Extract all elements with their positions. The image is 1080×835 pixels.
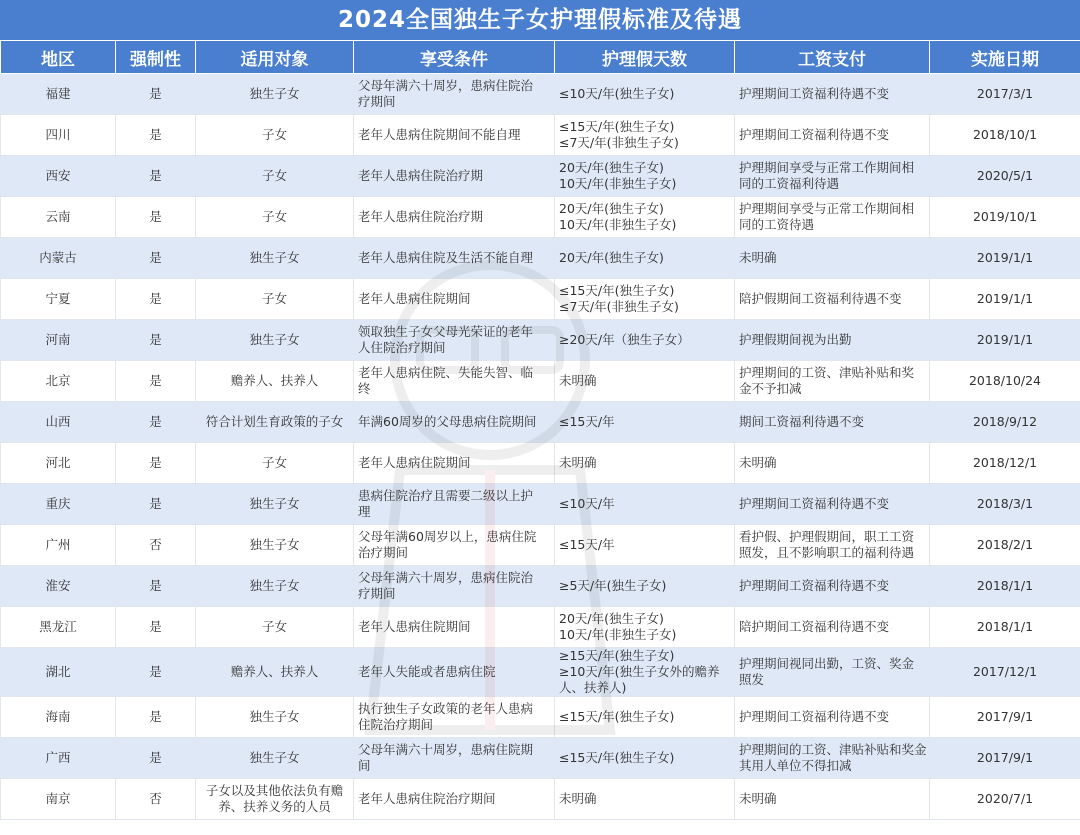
- cell-target: [196, 361, 354, 402]
- cell-pay: [735, 738, 930, 779]
- cell-condition: [354, 779, 555, 820]
- cell-condition-line: 父母年满60周岁以上，患病住院: [358, 529, 537, 544]
- header-condition: 享受条件: [354, 41, 555, 74]
- cell-pay-line: 护理期间工资福利待遇不变: [739, 86, 890, 101]
- cell-pay: [735, 361, 930, 402]
- cell-condition: [354, 738, 555, 779]
- cell-pay: [735, 607, 930, 648]
- cell-condition-line: 患病住院治疗且需要二级以上护: [358, 488, 534, 503]
- table-row: [1, 779, 1080, 820]
- cell-days-line: ≥15天/年(独生子女): [559, 648, 675, 663]
- cell-target-line: 子女: [261, 127, 287, 142]
- cell-condition-line: 人住院治疗期间: [358, 340, 446, 355]
- cell-days-line: ≥10天/年(独生子女外的赡养: [559, 664, 720, 679]
- table-row: [1, 74, 1080, 115]
- cell-pay-line: 护理期间享受与正常工作期间相: [739, 201, 915, 216]
- cell-pay: [735, 74, 930, 115]
- cell-target-line: 独生子女: [249, 537, 300, 552]
- cell-pay-line: 护理期间工资福利待遇不变: [739, 709, 890, 724]
- cell-days-line: 20天/年(独生子女): [559, 201, 664, 216]
- cell-days-line: 10天/年(非独生子女): [559, 627, 677, 642]
- cell-target: [196, 279, 354, 320]
- cell-target-line: 独生子女: [249, 332, 300, 347]
- cell-date: 2017/9/1: [930, 697, 1080, 738]
- cell-days: [555, 402, 735, 443]
- cell-region: 南京: [1, 779, 116, 820]
- cell-target-line: 赡养人、扶养人: [230, 373, 319, 388]
- cell-pay-line: 护理期间工资福利待遇不变: [739, 127, 890, 142]
- cell-date: 2018/9/12: [930, 402, 1080, 443]
- cell-region: 北京: [1, 361, 116, 402]
- cell-target-line: 子女: [261, 168, 287, 183]
- table-row: [1, 197, 1080, 238]
- cell-days-line: 20天/年(独生子女): [559, 250, 664, 265]
- cell-condition-line: 老年人患病住院期间: [358, 455, 471, 470]
- cell-condition-line: 理: [358, 504, 371, 519]
- cell-region: 湖北: [1, 648, 116, 697]
- cell-target-line: 独生子女: [249, 709, 300, 724]
- cell-condition: [354, 525, 555, 566]
- cell-days-line: 20天/年(独生子女): [559, 611, 664, 626]
- cell-condition-line: 父母年满六十周岁，患病住院治: [358, 570, 534, 585]
- cell-condition-line: 老年人患病住院治疗期间: [358, 791, 496, 806]
- cell-pay-line: 护理期间工资福利待遇不变: [739, 496, 890, 511]
- cell-pay: [735, 156, 930, 197]
- cell-pay-line: 未明确: [739, 250, 777, 265]
- cell-target: [196, 697, 354, 738]
- cell-date: 2019/1/1: [930, 320, 1080, 361]
- cell-region: 福建: [1, 74, 116, 115]
- cell-days: [555, 738, 735, 779]
- table-row: [1, 320, 1080, 361]
- cell-region: 广西: [1, 738, 116, 779]
- cell-days-line: ≤15天/年(独生子女): [559, 709, 675, 724]
- cell-region: 淮安: [1, 566, 116, 607]
- table-row: [1, 279, 1080, 320]
- header-row: [1, 41, 1080, 74]
- cell-pay-line: 护理期间工资福利待遇不变: [739, 578, 890, 593]
- cell-pay-line: 期间工资福利待遇不变: [739, 414, 865, 429]
- cell-pay-line: 同的工资待遇: [739, 217, 815, 232]
- cell-region: 四川: [1, 115, 116, 156]
- cell-target: [196, 779, 354, 820]
- cell-pay-line: 照发: [739, 672, 765, 687]
- cell-condition: [354, 402, 555, 443]
- cell-region: 内蒙古: [1, 238, 116, 279]
- cell-condition: [354, 607, 555, 648]
- cell-region: 山西: [1, 402, 116, 443]
- cell-pay: [735, 279, 930, 320]
- table-row: [1, 525, 1080, 566]
- cell-days: [555, 779, 735, 820]
- header-region: 地区: [1, 41, 116, 74]
- cell-days-line: 人、扶养人): [559, 680, 627, 695]
- cell-date: 2018/1/1: [930, 566, 1080, 607]
- table-row: [1, 115, 1080, 156]
- cell-days: [555, 320, 735, 361]
- cell-condition: [354, 156, 555, 197]
- table-body: [1, 74, 1080, 820]
- cell-pay-line: 护理期间享受与正常工作期间相: [739, 160, 915, 175]
- cell-pay: [735, 566, 930, 607]
- policy-table: [0, 40, 1080, 820]
- cell-condition: [354, 279, 555, 320]
- cell-date: 2018/1/1: [930, 607, 1080, 648]
- cell-target-line: 子女: [261, 291, 287, 306]
- cell-days-line: ≤10天/年(独生子女): [559, 86, 675, 101]
- cell-condition: [354, 697, 555, 738]
- header-date: 实施日期: [930, 41, 1080, 74]
- cell-condition: [354, 566, 555, 607]
- cell-target-line: 子女以及其他依法负有赡: [205, 783, 344, 798]
- cell-target-line: 子女: [261, 455, 287, 470]
- cell-mandatory: 是: [116, 238, 196, 279]
- cell-days: [555, 566, 735, 607]
- cell-target-line: 独生子女: [249, 250, 300, 265]
- cell-days-line: ≤15天/年(独生子女): [559, 750, 675, 765]
- cell-days-line: ≤7天/年(非独生子女): [559, 299, 679, 314]
- cell-pay-line: 未明确: [739, 455, 777, 470]
- cell-condition: [354, 443, 555, 484]
- cell-target: [196, 566, 354, 607]
- cell-condition: [354, 484, 555, 525]
- cell-pay: [735, 648, 930, 697]
- cell-condition: [354, 361, 555, 402]
- cell-target: [196, 156, 354, 197]
- cell-days: [555, 607, 735, 648]
- cell-mandatory: 是: [116, 156, 196, 197]
- cell-days: [555, 697, 735, 738]
- cell-condition-line: 老年人患病住院治疗期: [358, 168, 484, 183]
- cell-condition-line: 执行独生子女政策的老年人患病: [358, 701, 534, 716]
- cell-target: [196, 607, 354, 648]
- cell-target: [196, 197, 354, 238]
- cell-pay: [735, 484, 930, 525]
- cell-date: 2017/3/1: [930, 74, 1080, 115]
- cell-days-line: ≤15天/年: [559, 537, 615, 552]
- cell-days-line: 未明确: [559, 455, 597, 470]
- cell-region: 云南: [1, 197, 116, 238]
- cell-date: 2019/1/1: [930, 238, 1080, 279]
- cell-days-line: 未明确: [559, 791, 597, 806]
- cell-pay-line: 陪护假期间工资福利待遇不变: [739, 291, 902, 306]
- table-title: 2024全国独生子女护理假标准及待遇: [0, 0, 1080, 40]
- cell-target-line: 独生子女: [249, 496, 300, 511]
- cell-target: [196, 402, 354, 443]
- cell-date: 2020/7/1: [930, 779, 1080, 820]
- cell-condition: [354, 197, 555, 238]
- cell-pay-line: 护理期间的工资、津贴补贴和奖: [739, 365, 915, 380]
- cell-date: 2019/10/1: [930, 197, 1080, 238]
- cell-days-line: 10天/年(非独生子女): [559, 217, 677, 232]
- cell-mandatory: 是: [116, 443, 196, 484]
- table-row: [1, 238, 1080, 279]
- cell-pay-line: 护理期间视同出勤，工资、奖金: [739, 656, 915, 671]
- cell-condition-line: 老年人患病住院、失能失智、临: [358, 365, 534, 380]
- cell-mandatory: 是: [116, 197, 196, 238]
- cell-pay-line: 同的工资福利待遇: [739, 176, 840, 191]
- cell-mandatory: 是: [116, 402, 196, 443]
- cell-condition: [354, 320, 555, 361]
- cell-mandatory: 是: [116, 115, 196, 156]
- cell-mandatory: 是: [116, 607, 196, 648]
- cell-condition: [354, 648, 555, 697]
- table-row: [1, 566, 1080, 607]
- cell-days-line: 未明确: [559, 373, 597, 388]
- cell-target-line: 独生子女: [249, 750, 300, 765]
- cell-pay: [735, 238, 930, 279]
- cell-mandatory: 是: [116, 697, 196, 738]
- cell-pay: [735, 697, 930, 738]
- cell-days: [555, 443, 735, 484]
- cell-days: [555, 156, 735, 197]
- cell-pay: [735, 115, 930, 156]
- header-target: 适用对象: [196, 41, 354, 74]
- cell-days: [555, 74, 735, 115]
- cell-days-line: ≤15天/年(独生子女): [559, 119, 675, 134]
- table-row: [1, 361, 1080, 402]
- cell-region: 河北: [1, 443, 116, 484]
- cell-pay-line: 看护假、护理假期间，职工工资: [739, 529, 915, 544]
- cell-target: [196, 320, 354, 361]
- cell-condition-line: 父母年满六十周岁，患病住院治: [358, 78, 534, 93]
- table-row: [1, 484, 1080, 525]
- cell-days-line: ≤7天/年(非独生子女): [559, 135, 679, 150]
- cell-mandatory: 是: [116, 279, 196, 320]
- cell-days-line: ≥5天/年(独生子女): [559, 578, 667, 593]
- cell-mandatory: 是: [116, 484, 196, 525]
- cell-pay-line: 其用人单位不得扣减: [739, 758, 852, 773]
- cell-condition-line: 间: [358, 758, 371, 773]
- cell-date: 2018/10/24: [930, 361, 1080, 402]
- cell-target-line: 符合计划生育政策的子女: [205, 414, 344, 429]
- cell-mandatory: 是: [116, 320, 196, 361]
- cell-pay-line: 金不予扣减: [739, 381, 802, 396]
- cell-condition-line: 老年人患病住院治疗期: [358, 209, 484, 224]
- cell-mandatory: 是: [116, 74, 196, 115]
- cell-mandatory: 否: [116, 525, 196, 566]
- cell-condition-line: 年满60周岁的父母患病住院期间: [358, 414, 537, 429]
- cell-pay: [735, 443, 930, 484]
- table-row: [1, 738, 1080, 779]
- header-mandatory: 强制性: [116, 41, 196, 74]
- cell-days: [555, 279, 735, 320]
- table-row: [1, 648, 1080, 697]
- cell-region: 黑龙江: [1, 607, 116, 648]
- cell-date: 2020/5/1: [930, 156, 1080, 197]
- cell-date: 2018/10/1: [930, 115, 1080, 156]
- cell-condition-line: 老年人患病住院期间: [358, 291, 471, 306]
- cell-target-line: 独生子女: [249, 578, 300, 593]
- cell-condition-line: 父母年满六十周岁，患病住院期: [358, 742, 534, 757]
- cell-pay: [735, 320, 930, 361]
- cell-condition-line: 老年人患病住院期间不能自理: [358, 127, 521, 142]
- cell-mandatory: 是: [116, 566, 196, 607]
- cell-days: [555, 361, 735, 402]
- cell-mandatory: 是: [116, 738, 196, 779]
- cell-days-line: ≤15天/年(独生子女): [559, 283, 675, 298]
- cell-pay: [735, 525, 930, 566]
- cell-condition-line: 领取独生子女父母光荣证的老年: [358, 324, 534, 339]
- cell-target-line: 子女: [261, 619, 287, 634]
- cell-pay-line: 未明确: [739, 791, 777, 806]
- cell-target-line: 子女: [261, 209, 287, 224]
- header-days: 护理假天数: [555, 41, 735, 74]
- cell-condition-line: 老年人患病住院及生活不能自理: [358, 250, 534, 265]
- cell-region: 海南: [1, 697, 116, 738]
- table-row: [1, 156, 1080, 197]
- cell-pay-line: 护理假期间视为出勤: [739, 332, 852, 347]
- cell-pay: [735, 402, 930, 443]
- cell-date: 2017/9/1: [930, 738, 1080, 779]
- cell-days: [555, 197, 735, 238]
- cell-target: [196, 648, 354, 697]
- cell-target: [196, 115, 354, 156]
- cell-pay-line: 陪护期间工资福利待遇不变: [739, 619, 890, 634]
- cell-target: [196, 525, 354, 566]
- cell-mandatory: 是: [116, 361, 196, 402]
- table-row: [1, 402, 1080, 443]
- cell-date: 2018/3/1: [930, 484, 1080, 525]
- cell-condition: [354, 238, 555, 279]
- cell-condition-line: 住院治疗期间: [358, 717, 434, 732]
- cell-mandatory: 是: [116, 648, 196, 697]
- cell-target: [196, 738, 354, 779]
- header-pay: 工资支付: [735, 41, 930, 74]
- cell-days: [555, 525, 735, 566]
- cell-target: [196, 238, 354, 279]
- cell-days: [555, 115, 735, 156]
- cell-days-line: 10天/年(非独生子女): [559, 176, 677, 191]
- cell-condition-line: 治疗期间: [358, 545, 409, 560]
- cell-target: [196, 74, 354, 115]
- cell-condition-line: 老年人患病住院期间: [358, 619, 471, 634]
- cell-condition-line: 老年人失能或者患病住院: [358, 664, 496, 679]
- cell-days-line: ≤15天/年: [559, 414, 615, 429]
- cell-days: [555, 238, 735, 279]
- cell-target: [196, 484, 354, 525]
- cell-condition: [354, 115, 555, 156]
- cell-region: 西安: [1, 156, 116, 197]
- cell-region: 河南: [1, 320, 116, 361]
- table-row: [1, 443, 1080, 484]
- cell-date: 2018/2/1: [930, 525, 1080, 566]
- cell-condition-line: 疗期间: [358, 94, 396, 109]
- cell-target: [196, 443, 354, 484]
- cell-pay: [735, 197, 930, 238]
- cell-pay-line: 护理期间的工资、津贴补贴和奖金: [739, 742, 927, 757]
- cell-days: [555, 484, 735, 525]
- cell-region: 广州: [1, 525, 116, 566]
- table-row: [1, 607, 1080, 648]
- cell-mandatory: 否: [116, 779, 196, 820]
- cell-target-line: 赡养人、扶养人: [230, 664, 319, 679]
- cell-pay-line: 照发，且不影响职工的福利待遇: [739, 545, 915, 560]
- cell-days: [555, 648, 735, 697]
- cell-date: 2019/1/1: [930, 279, 1080, 320]
- cell-target-line: 养、扶养义务的人员: [218, 799, 331, 814]
- table-row: [1, 697, 1080, 738]
- cell-condition-line: 终: [358, 381, 371, 396]
- cell-days-line: ≥20天/年（独生子女）: [559, 332, 690, 347]
- cell-date: 2018/12/1: [930, 443, 1080, 484]
- cell-target-line: 独生子女: [249, 86, 300, 101]
- cell-condition: [354, 74, 555, 115]
- cell-date: 2017/12/1: [930, 648, 1080, 697]
- cell-region: 宁夏: [1, 279, 116, 320]
- cell-condition-line: 疗期间: [358, 586, 396, 601]
- cell-pay: [735, 779, 930, 820]
- cell-days-line: ≤10天/年: [559, 496, 615, 511]
- cell-region: 重庆: [1, 484, 116, 525]
- cell-days-line: 20天/年(独生子女): [559, 160, 664, 175]
